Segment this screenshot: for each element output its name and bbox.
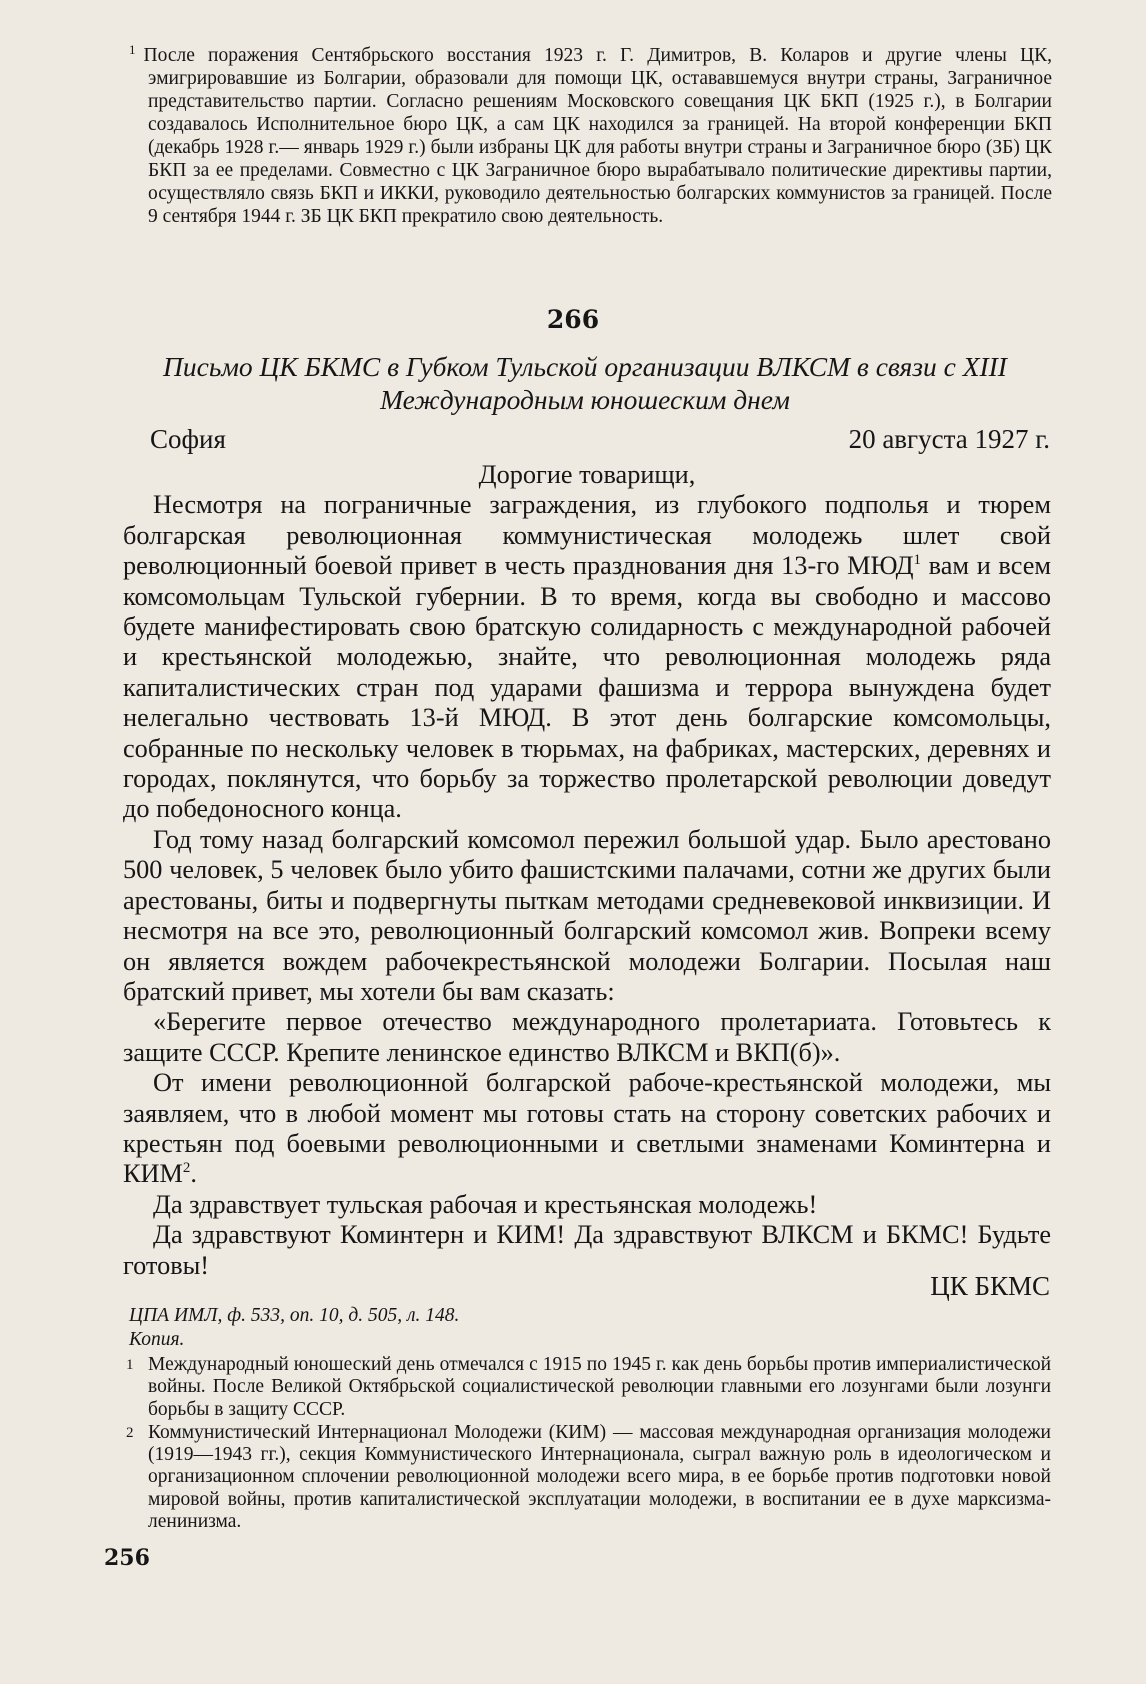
document-date: 20 августа 1927 г.	[848, 424, 1050, 454]
paragraph	[123, 490, 1051, 824]
paragraph-text: Несмотря на пограничные заграждения, из глубокого подполья и тюрем болгарская революционная коммунистическая молодежь шлет свой революционный боевой привет в честь празднования дня 13-го МЮД	[123, 490, 1051, 581]
document-title: Письмо ЦК БКМС в Губком Тульской организации ВЛКСМ в связи с XIII Международным юношеским днем	[163, 351, 1007, 415]
letter-body	[123, 460, 1051, 1281]
footnote-text: После поражения Сентябрьского восстания 1923 г. Г. Димитров, В. Коларов и другие члены ЦК, эмигрировавшие из Болгарии, образовали для помощи ЦК, остававшемуся внутри страны, Заграничное представительство партии. Согласно решениям Московского совещания ЦК БКП (1925 г.), в Болгарии создавалось Исполнительное бюро ЦК, а сам ЦК находился за границей. На второй конференции БКП (декабрь 1928 г.— январь 1929 г.) были избраны ЦК для работы внутри страны и Заграничное бюро (ЗБ) ЦК БКП за ее пределами. Совместно с ЦК Заграничное бюро вырабатывало политические директивы партии, осуществляло связь БКП и ИККИ, руководило деятельностью болгарских коммунистов за границей. После 9 сентября 1944 г. ЗБ ЦК БКП прекратило свою деятельность.	[143, 45, 1052, 227]
footnote-marker: 1	[126, 1357, 134, 1373]
bottom-footnotes	[124, 1354, 1051, 1534]
footnote-text: Коммунистический Интернационал Молодежи (КИМ) — массовая международная организация молодежи (1919—1943 гг.), секция Коммунистического Интернационала, сыграл важную роль в идеологическом и организационном сплочении революционной молодежи всего мира, в ее борьбе против подготовки новой мировой войны, против капиталистической эксплуатации молодежи, в воспитании ее в духе марксизма-ленинизма.	[148, 1421, 1051, 1533]
archive-reference: ЦПА ИМЛ, ф. 533, оп. 10, д. 505, л. 148.	[129, 1305, 460, 1326]
paragraph-text: От имени революционной болгарской рабоче-крестьянской молодежи, мы заявляем, что в любой момент мы готовы стать на сторону советских рабочих и крестьян под боевыми революционными и светлыми знаменами Коминтерна и КИМ	[123, 1068, 1051, 1189]
salutation: Дорогие товарищи,	[478, 460, 696, 489]
footnote-ref: 1	[913, 552, 922, 569]
footnote-marker: 2	[126, 1424, 134, 1441]
copy-note: Копия.	[129, 1329, 185, 1350]
footnote	[124, 1422, 1051, 1533]
signature: ЦК БКМС	[930, 1271, 1050, 1301]
paragraph-text: .	[190, 1159, 197, 1189]
document-place: София	[150, 424, 226, 454]
paragraph: «Берегите первое отечество международного пролетариата. Готовьтесь к защите СССР. Крепите ленинское единство ВЛКСМ и ВКП(б)».	[123, 1007, 1051, 1067]
page-number: 256	[104, 1545, 150, 1571]
footnote-ref: 2	[182, 1160, 191, 1177]
archive-source	[129, 1304, 459, 1352]
top-footnote	[129, 41, 1052, 228]
paragraph: Год тому назад болгарский комсомол пережил большой удар. Было арестовано 500 человек, 5 человек было убито фашистскими палачами, сотни же других были арестованы, биты и подвергнуты пыткам методами средневековой инквизиции. И несмотря на все это, революционный болгарский комсомол жив. Вопреки всему он является вождем рабочекрестьянской молодежи Болгарии. Посылая наш братский привет, мы хотели бы вам сказать:	[123, 824, 1051, 1006]
footnote-marker: 1	[129, 41, 136, 57]
footnote-text: Международный юношеский день отмечался с 1915 по 1945 г. как день борьбы против империалистической войны. После Великой Октябрьской социалистической революции главными его лозунгами были лозунги борьбы в защиту СССР.	[148, 1354, 1051, 1420]
paragraph: Да здравствует тульская рабочая и крестьянская молодежь!	[153, 1189, 818, 1219]
footnote	[124, 1354, 1051, 1421]
document-number: 266	[546, 305, 600, 334]
paragraph-text: вам и всем комсомольцам Тульской губернии. В то время, когда вы свободно и массово будете манифестировать свою братскую солидарность с международной рабочей и крестьянской молодежью, знайте, что революционная молодежь ряда капиталистических стран под ударами фашизма и террора вынуждена будет нелегально чествовать 13-й МЮД. В этот день болгарские комсомольцы, собранные по нескольку человек в тюрьмах, на фабриках, мастерских, деревнях и городах, поклянутся, что борьбу за торжество пролетарской революции доведут до победоносного конца.	[123, 551, 1052, 824]
paragraph	[123, 1068, 1051, 1190]
paragraph: Да здравствуют Коминтерн и КИМ! Да здравствуют ВЛКСМ и БКМС! Будьте готовы!	[123, 1220, 1051, 1280]
place-date-line	[150, 424, 1050, 460]
